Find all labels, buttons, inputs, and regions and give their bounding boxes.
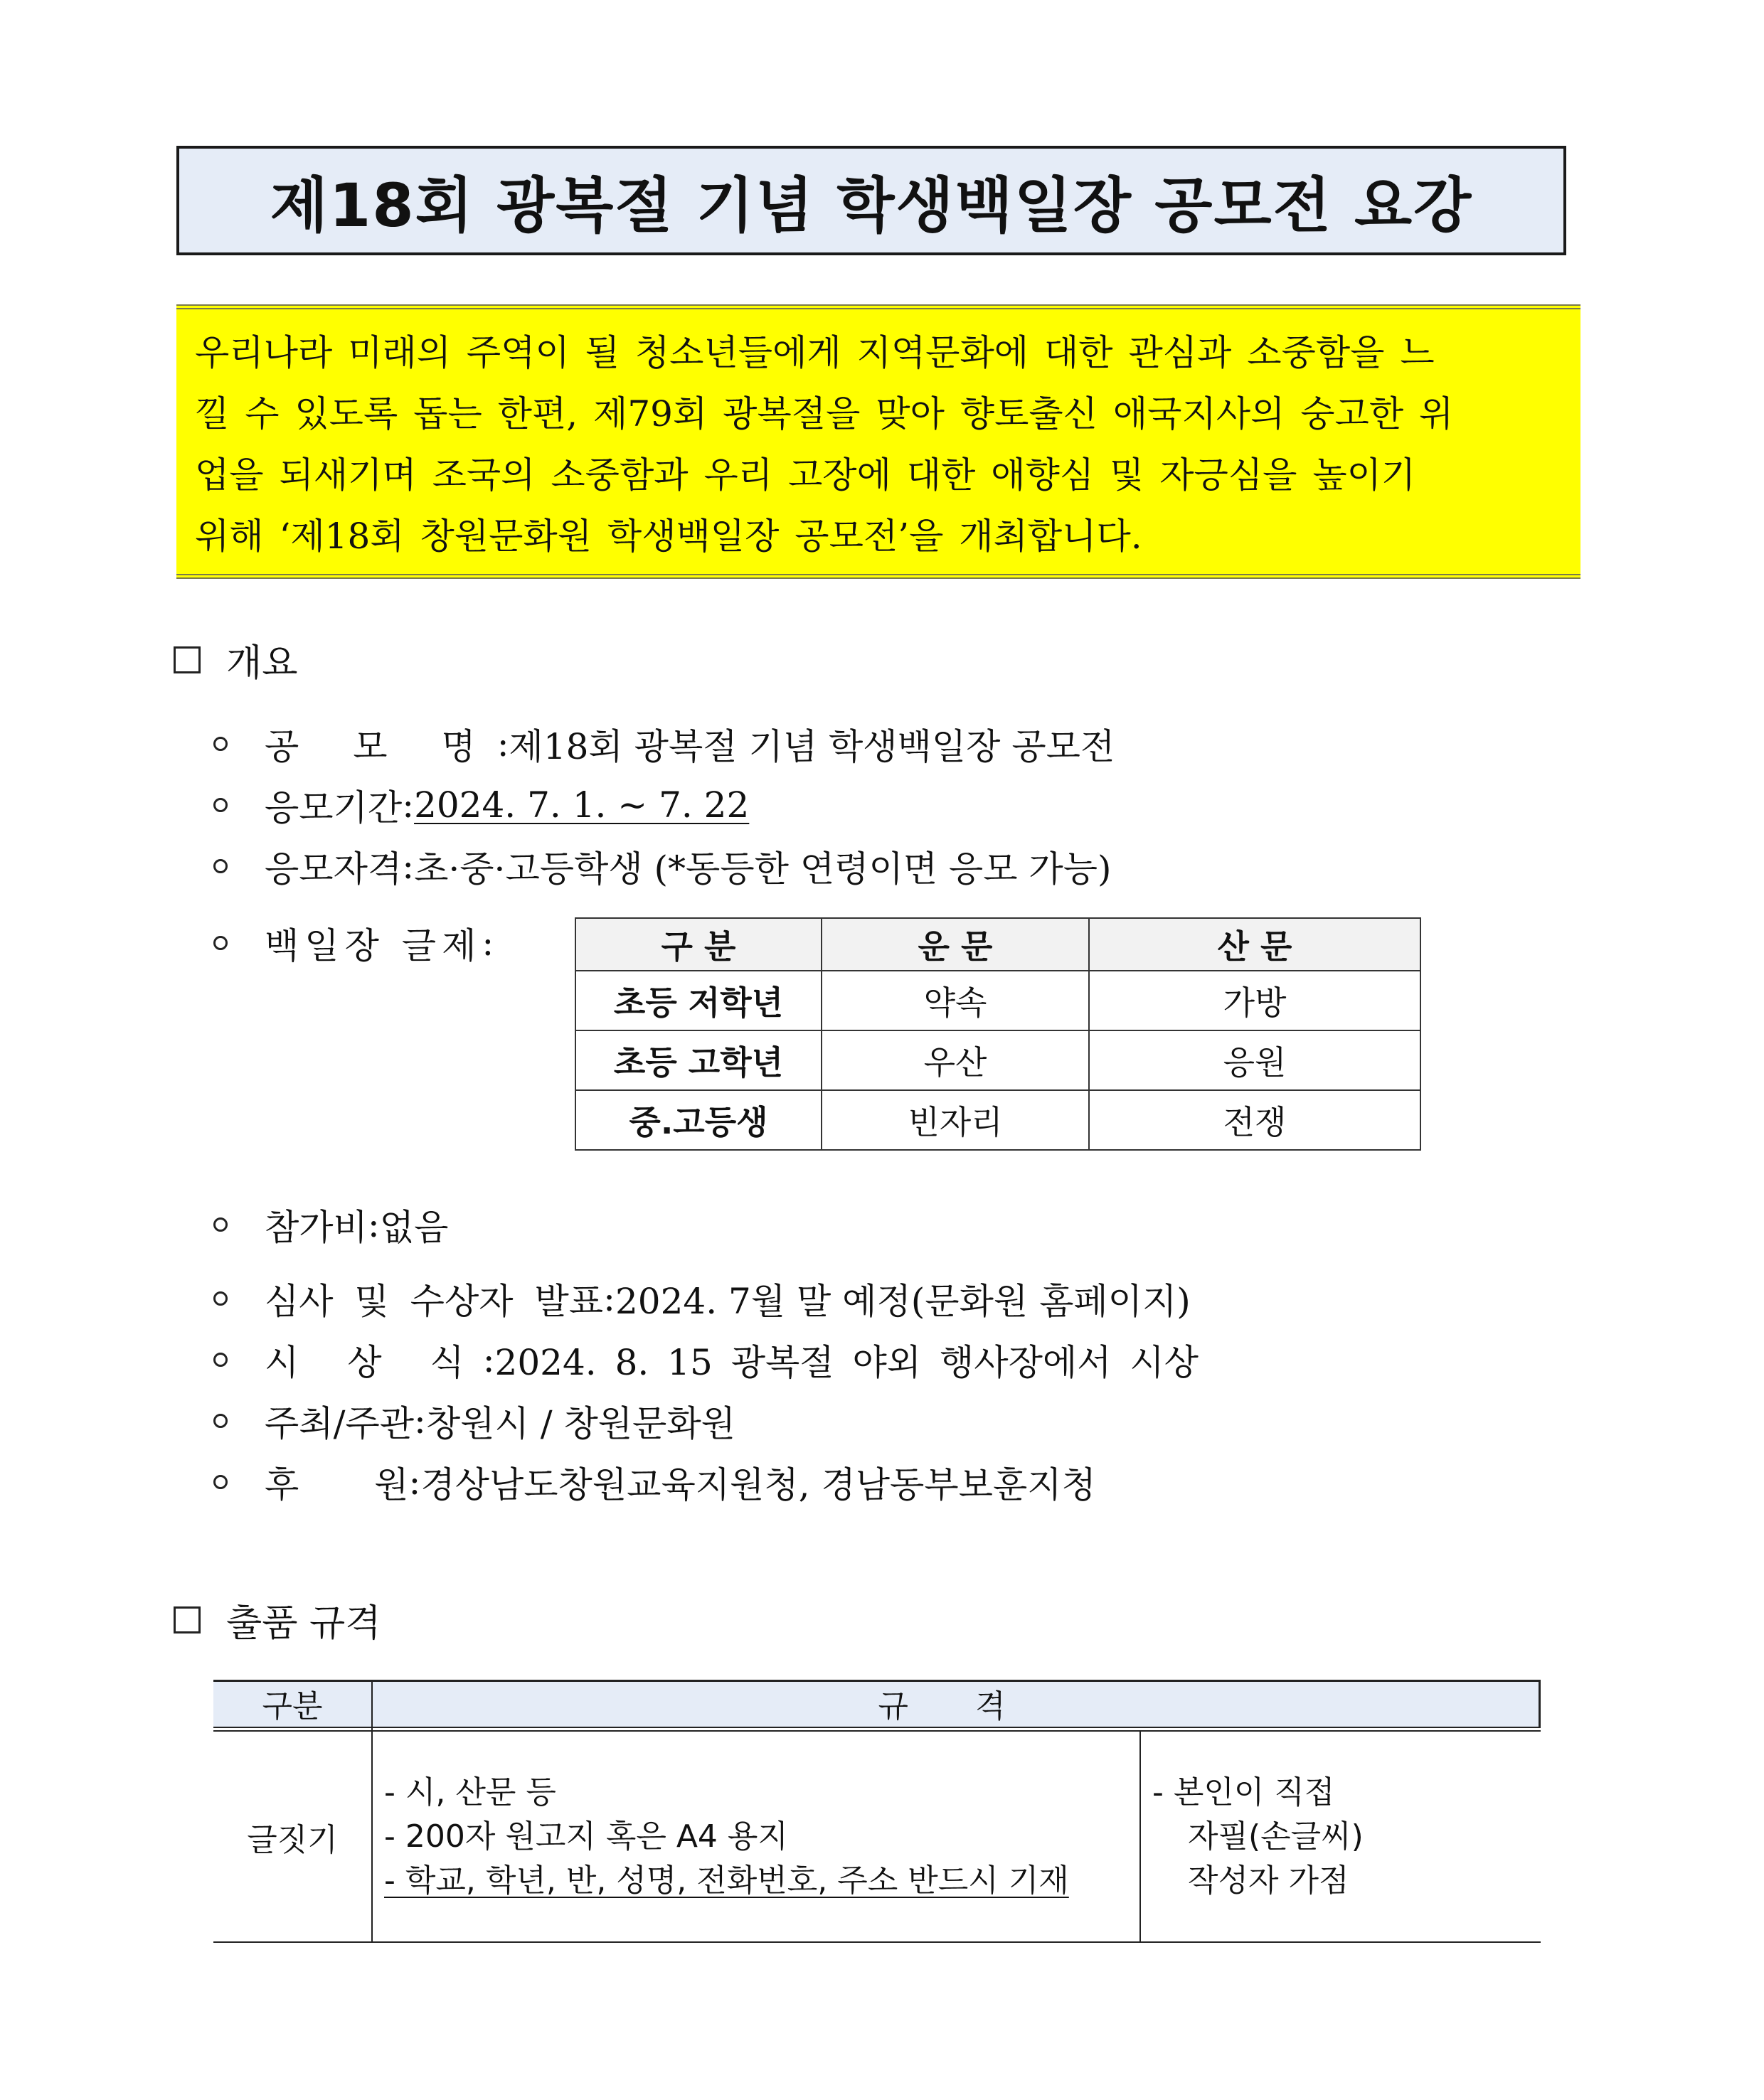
item-separator: : bbox=[402, 846, 415, 887]
overview-item-sponsor bbox=[213, 1456, 1096, 1508]
theme-header-prose: 산 문 bbox=[1089, 918, 1420, 971]
overview-item-ceremony bbox=[213, 1334, 1199, 1385]
item-label: 응모기간 bbox=[265, 787, 403, 828]
spec-details bbox=[384, 1771, 1069, 1903]
document-title-box bbox=[176, 146, 1566, 255]
spec-line: - 시, 산문 등 bbox=[384, 1774, 556, 1811]
circle-bullet-icon bbox=[213, 1291, 228, 1306]
spec-bottom-border bbox=[213, 1941, 1541, 1943]
spec-line: - 학교, 학년, 반, 성명, 전화번호, 주소 반드시 기재 bbox=[384, 1862, 1069, 1899]
overview-item-period bbox=[213, 779, 749, 831]
item-separator: : bbox=[482, 1339, 495, 1380]
spec-header-divider bbox=[213, 1727, 1541, 1732]
table-row bbox=[575, 1090, 1420, 1150]
overview-item-theme bbox=[213, 917, 494, 969]
intro-line: 위해 ‘제18회 창원문화원 학생백일장 공모전’을 개최합니다. bbox=[195, 516, 1142, 557]
item-value: 초·중·고등학생 (*동등한 연령이면 응모 가능) bbox=[414, 848, 1112, 890]
table-cell: 초등 저학년 bbox=[575, 971, 822, 1030]
item-separator: : bbox=[496, 723, 509, 764]
item-label: 백일장 글제 bbox=[265, 925, 482, 966]
overview-heading bbox=[174, 633, 297, 686]
theme-header-category: 구 분 bbox=[575, 918, 822, 971]
theme-table bbox=[575, 917, 1421, 1151]
table-cell: 초등 고학년 bbox=[575, 1030, 822, 1090]
circle-bullet-icon bbox=[213, 798, 228, 812]
circle-bullet-icon bbox=[213, 737, 228, 751]
checkbox-square-icon bbox=[174, 646, 201, 673]
item-label: 공 모 명 bbox=[265, 726, 497, 767]
table-cell: 중.고등생 bbox=[575, 1090, 822, 1150]
submission-spec-table bbox=[213, 1680, 1541, 1943]
item-value: 2024. 7. 1. ~ 7. 22 bbox=[414, 784, 750, 826]
document-title: 제18회 광복절 기념 학생백일장 공모전 요강 bbox=[270, 170, 1473, 240]
note-line: - 본인이 직접 bbox=[1152, 1774, 1335, 1811]
table-cell: 응원 bbox=[1089, 1030, 1420, 1090]
item-label: 심사 및 수상자 발표 bbox=[265, 1281, 604, 1322]
intro-box bbox=[176, 304, 1580, 579]
table-cell: 약속 bbox=[822, 971, 1089, 1030]
intro-line: 업을 되새기며 조국의 소중함과 우리 고장에 대한 애향심 및 자긍심을 높이기 bbox=[195, 454, 1416, 496]
item-separator: : bbox=[402, 784, 415, 826]
item-separator: : bbox=[367, 1204, 380, 1245]
checkbox-square-icon bbox=[174, 1606, 201, 1633]
table-row bbox=[575, 1030, 1420, 1090]
theme-header-verse: 운 문 bbox=[822, 918, 1089, 971]
item-label: 응모자격 bbox=[265, 848, 403, 890]
spec-header-spec: 규 격 bbox=[878, 1688, 1034, 1725]
item-value: 창원시 / 창원문화원 bbox=[425, 1403, 735, 1444]
spec-line: - 200자 원고지 혹은 A4 용지 bbox=[384, 1818, 788, 1855]
intro-line: 낄 수 있도록 돕는 한편, 제79회 광복절을 맞아 향토출신 애국지사의 숭고한 위 bbox=[195, 393, 1454, 435]
circle-bullet-icon bbox=[213, 1217, 228, 1232]
overview-heading-label: 개요 bbox=[226, 642, 298, 685]
item-label: 주최/주관 bbox=[265, 1403, 415, 1444]
spec-header-category: 구분 bbox=[262, 1688, 323, 1725]
circle-bullet-icon bbox=[213, 859, 228, 873]
table-cell: 가방 bbox=[1089, 971, 1420, 1030]
item-label: 시 상 식 bbox=[265, 1342, 483, 1383]
overview-item-fee bbox=[213, 1199, 448, 1250]
item-value: 2024. 7월 말 예정(문화원 홈페이지) bbox=[615, 1281, 1191, 1322]
note-line: 자필(손글씨) bbox=[1188, 1818, 1364, 1855]
item-value: 2024. 8. 15 광복절 야외 행사장에서 시상 bbox=[494, 1342, 1199, 1383]
circle-bullet-icon bbox=[213, 1353, 228, 1367]
submission-heading bbox=[174, 1593, 381, 1646]
item-separator: : bbox=[408, 1461, 421, 1503]
table-cell: 빈자리 bbox=[822, 1090, 1089, 1150]
overview-item-title bbox=[213, 718, 1115, 769]
spec-notes bbox=[1152, 1771, 1364, 1903]
spec-category-cell: 글짓기 bbox=[247, 1821, 338, 1858]
table-cell: 우산 bbox=[822, 1030, 1089, 1090]
item-label: 후 원 bbox=[265, 1464, 409, 1505]
item-separator: : bbox=[482, 922, 494, 964]
circle-bullet-icon bbox=[213, 1475, 228, 1489]
item-value: 없음 bbox=[379, 1207, 449, 1248]
note-line: 작성자 가점 bbox=[1188, 1862, 1349, 1899]
overview-item-announcement bbox=[213, 1273, 1191, 1324]
item-value: 경상남도창원교육지원청, 경남동부보훈지청 bbox=[420, 1464, 1096, 1505]
item-separator: : bbox=[414, 1400, 426, 1441]
item-separator: : bbox=[603, 1278, 615, 1319]
submission-heading-label: 출품 규격 bbox=[226, 1602, 381, 1645]
spec-column-divider bbox=[1139, 1732, 1141, 1941]
item-label: 참가비 bbox=[265, 1207, 368, 1248]
intro-line: 우리나라 미래의 주역이 될 청소년들에게 지역문화에 대한 관심과 소중함을 느 bbox=[195, 332, 1435, 373]
overview-item-eligibility bbox=[213, 841, 1112, 892]
table-row bbox=[575, 971, 1420, 1030]
item-value: 제18회 광복절 기념 학생백일장 공모전 bbox=[509, 726, 1115, 767]
table-cell: 전쟁 bbox=[1089, 1090, 1420, 1150]
overview-item-host bbox=[213, 1395, 735, 1446]
circle-bullet-icon bbox=[213, 936, 228, 950]
circle-bullet-icon bbox=[213, 1414, 228, 1428]
theme-table-header-row bbox=[575, 918, 1420, 971]
